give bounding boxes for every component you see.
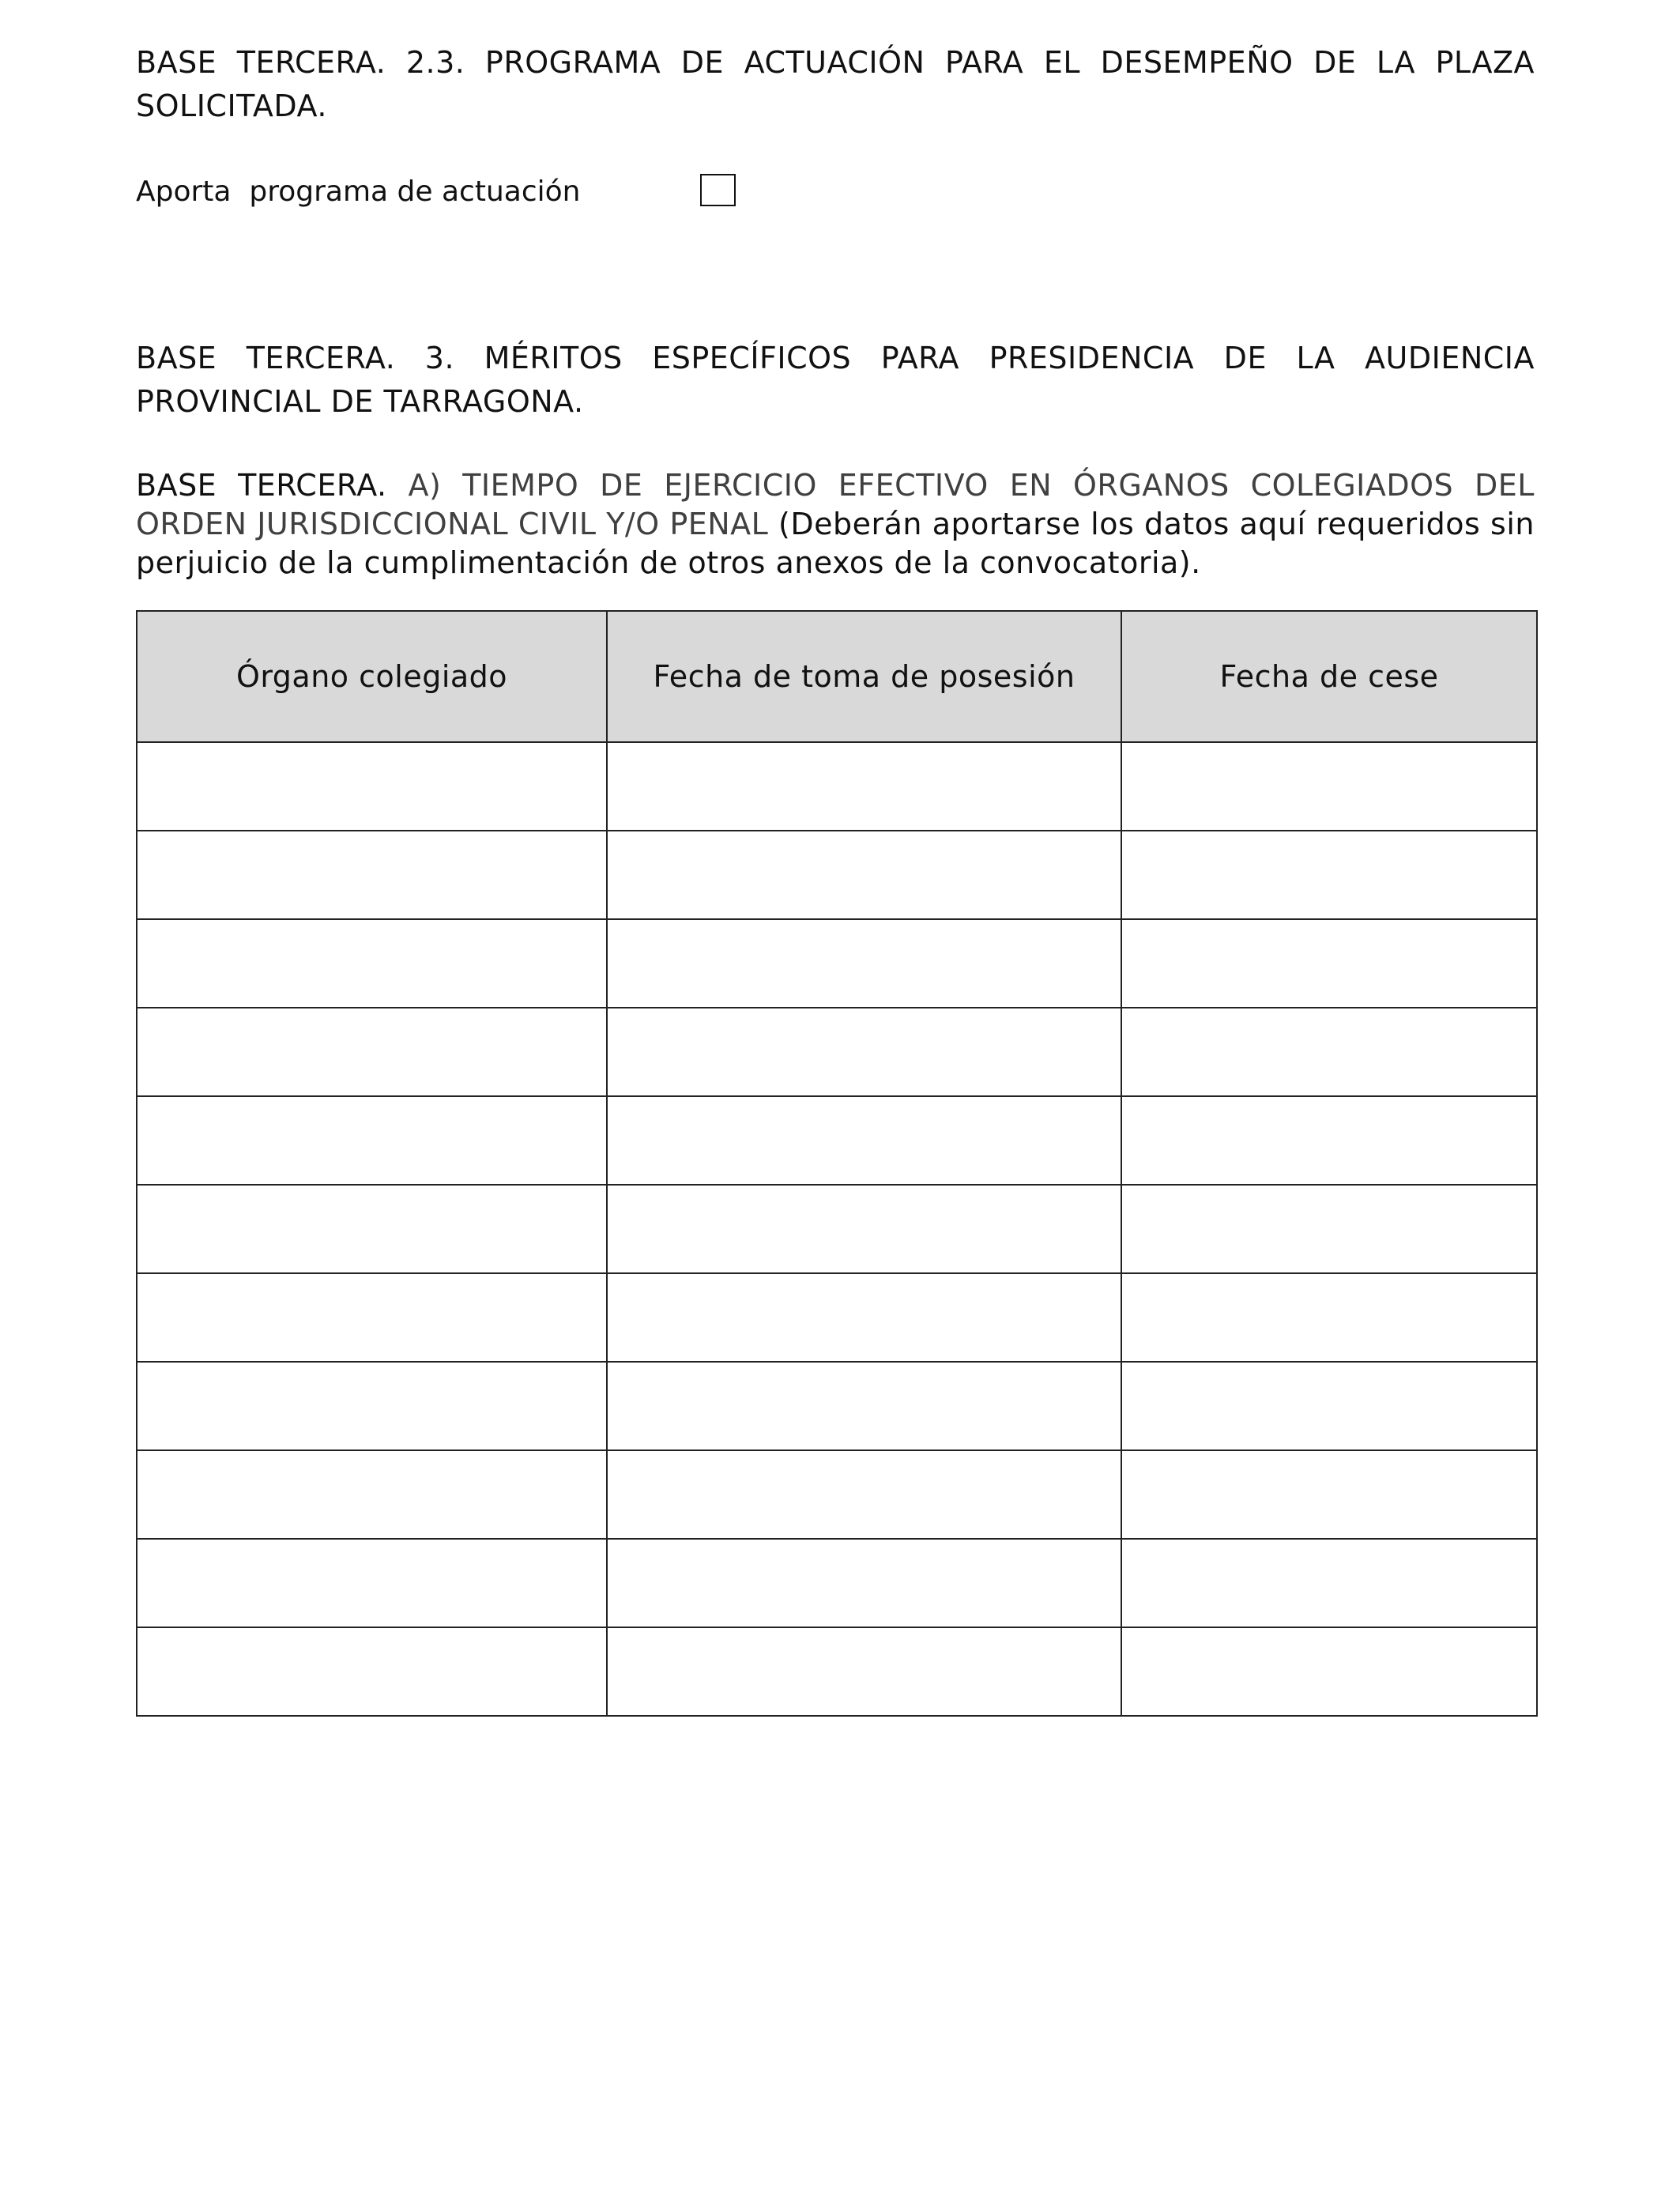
- tiempo-heading-title: A) TIEMPO DE EJERCICIO EFECTIVO EN ÓRGANOS COLEGIADOS DEL ORDEN JURISDICCIONAL CIVIL Y/O PENAL: [136, 468, 1535, 541]
- fecha-cese-cell[interactable]: [1121, 1539, 1537, 1627]
- section-tiempo-heading: [136, 466, 1535, 582]
- organo-colegiado-cell[interactable]: [137, 1362, 607, 1450]
- table-row: [137, 1185, 1537, 1273]
- fecha-cese-cell[interactable]: [1121, 831, 1537, 919]
- organo-colegiado-cell[interactable]: [137, 1273, 607, 1362]
- organos-table: [136, 610, 1538, 1717]
- table-row: [137, 1096, 1537, 1185]
- table-row: [137, 919, 1537, 1008]
- fecha-toma-posesion-cell[interactable]: [607, 919, 1121, 1008]
- fecha-toma-posesion-cell[interactable]: [607, 1185, 1121, 1273]
- table-row: [137, 1362, 1537, 1450]
- table-row: [137, 1450, 1537, 1539]
- tiempo-heading-lead: BASE TERCERA.: [136, 468, 387, 503]
- fecha-toma-posesion-cell[interactable]: [607, 1008, 1121, 1096]
- fecha-cese-cell[interactable]: [1121, 919, 1537, 1008]
- fecha-toma-posesion-cell[interactable]: [607, 1539, 1121, 1627]
- fecha-toma-posesion-cell[interactable]: [607, 1450, 1121, 1539]
- header-fecha-toma-posesion: Fecha de toma de posesión: [607, 611, 1121, 742]
- organo-colegiado-cell[interactable]: [137, 1539, 607, 1627]
- header-organo-colegiado: Órgano colegiado: [137, 611, 607, 742]
- header-fecha-cese: Fecha de cese: [1121, 611, 1537, 742]
- programa-checkbox-row: [136, 172, 1535, 212]
- aporta-programa-checkbox[interactable]: [700, 174, 736, 206]
- fecha-cese-cell[interactable]: [1121, 1450, 1537, 1539]
- fecha-toma-posesion-cell[interactable]: [607, 1096, 1121, 1185]
- fecha-cese-cell[interactable]: [1121, 1627, 1537, 1716]
- table-header-row: [137, 611, 1537, 742]
- organo-colegiado-cell[interactable]: [137, 1008, 607, 1096]
- fecha-cese-cell[interactable]: [1121, 1362, 1537, 1450]
- fecha-cese-cell[interactable]: [1121, 742, 1537, 831]
- table-body: [137, 742, 1537, 1716]
- table-row: [137, 1273, 1537, 1362]
- fecha-cese-cell[interactable]: [1121, 1273, 1537, 1362]
- tiempo-heading-note: (Deberán aportarse los datos aquí requeridos sin perjuicio de la cumplimentación de otros anexos de la convocatoria).: [136, 507, 1535, 580]
- fecha-cese-cell[interactable]: [1121, 1008, 1537, 1096]
- section-programa-heading: BASE TERCERA. 2.3. PROGRAMA DE ACTUACIÓN PARA EL DESEMPEÑO DE LA PLAZA SOLICITADA.: [136, 45, 1535, 123]
- table-row: [137, 1539, 1537, 1627]
- section-meritos-heading: BASE TERCERA. 3. MÉRITOS ESPECÍFICOS PARA PRESIDENCIA DE LA AUDIENCIA PROVINCIAL DE TARRAGONA.: [136, 341, 1535, 419]
- fecha-toma-posesion-cell[interactable]: [607, 1627, 1121, 1716]
- organo-colegiado-cell[interactable]: [137, 919, 607, 1008]
- organo-colegiado-cell[interactable]: [137, 1450, 607, 1539]
- fecha-toma-posesion-cell[interactable]: [607, 831, 1121, 919]
- fecha-toma-posesion-cell[interactable]: [607, 742, 1121, 831]
- fecha-cese-cell[interactable]: [1121, 1185, 1537, 1273]
- organo-colegiado-cell[interactable]: [137, 1096, 607, 1185]
- checkbox-label: Aporta programa de actuación: [136, 175, 581, 208]
- table-row: [137, 1627, 1537, 1716]
- fecha-cese-cell[interactable]: [1121, 1096, 1537, 1185]
- fecha-toma-posesion-cell[interactable]: [607, 1273, 1121, 1362]
- table-row: [137, 831, 1537, 919]
- organo-colegiado-cell[interactable]: [137, 742, 607, 831]
- organo-colegiado-cell[interactable]: [137, 1185, 607, 1273]
- table-row: [137, 742, 1537, 831]
- organo-colegiado-cell[interactable]: [137, 831, 607, 919]
- organo-colegiado-cell[interactable]: [137, 1627, 607, 1716]
- fecha-toma-posesion-cell[interactable]: [607, 1362, 1121, 1450]
- table-row: [137, 1008, 1537, 1096]
